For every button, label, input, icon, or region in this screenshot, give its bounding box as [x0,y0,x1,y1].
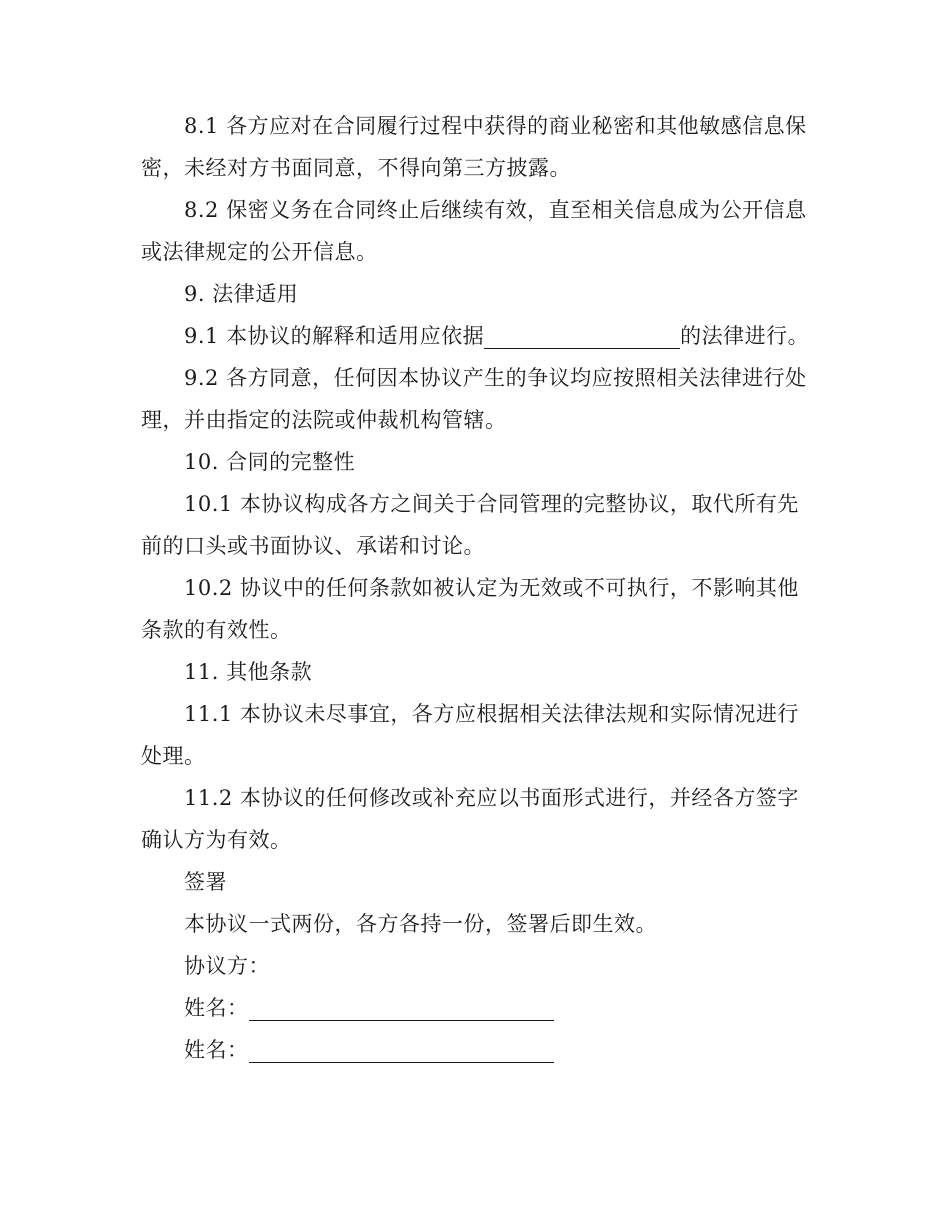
clause-9-1 [141,315,811,357]
section-heading-9: 9. 法律适用 [184,282,299,306]
clause-8-1: 8.1 各方应对在合同履行过程中获得的商业秘密和其他敏感信息保密，未经对方书面同意，不得向第三方披露。 [141,114,807,180]
name-blank [249,994,554,1021]
name-label: 姓名： [184,996,249,1020]
clause-11-2: 11.2 本协议的任何修改或补充应以书面形式进行，并经各方签字确认方为有效。 [141,786,799,852]
governing-law-blank [484,322,680,349]
clause-9-1-text-start: 9.1 本协议的解释和适用应依据 [184,324,485,348]
signature-heading: 签署 [184,870,227,894]
clause-10-1: 10.1 本协议构成各方之间关于合同管理的完整协议，取代所有先前的口头或书面协议、承诺和讨论。 [141,492,799,558]
name-label: 姓名： [184,1038,249,1062]
clause-11-1: 11.1 本协议未尽事宜，各方应根据相关法律法规和实际情况进行处理。 [141,702,799,768]
section-heading-11: 11. 其他条款 [184,660,313,684]
clause-9-1-text-end: 的法律进行。 [680,324,810,348]
clause-10-2: 10.2 协议中的任何条款如被认定为无效或不可执行，不影响其他条款的有效性。 [141,576,799,642]
parties-label: 协议方： [184,954,270,978]
signature-name-line-1 [141,987,811,1029]
section-heading-10: 10. 合同的完整性 [184,450,356,474]
name-blank [249,1036,554,1063]
signature-name-line-2 [141,1029,811,1071]
clause-9-2: 9.2 各方同意，任何因本协议产生的争议均应按照相关法律进行处理，并由指定的法院或仲裁机构管辖。 [141,366,807,432]
document-body [141,105,811,1071]
clause-8-2: 8.2 保密义务在合同终止后继续有效，直至相关信息成为公开信息或法律规定的公开信息。 [141,198,807,264]
signature-copies-note: 本协议一式两份，各方各持一份，签署后即生效。 [184,912,657,936]
